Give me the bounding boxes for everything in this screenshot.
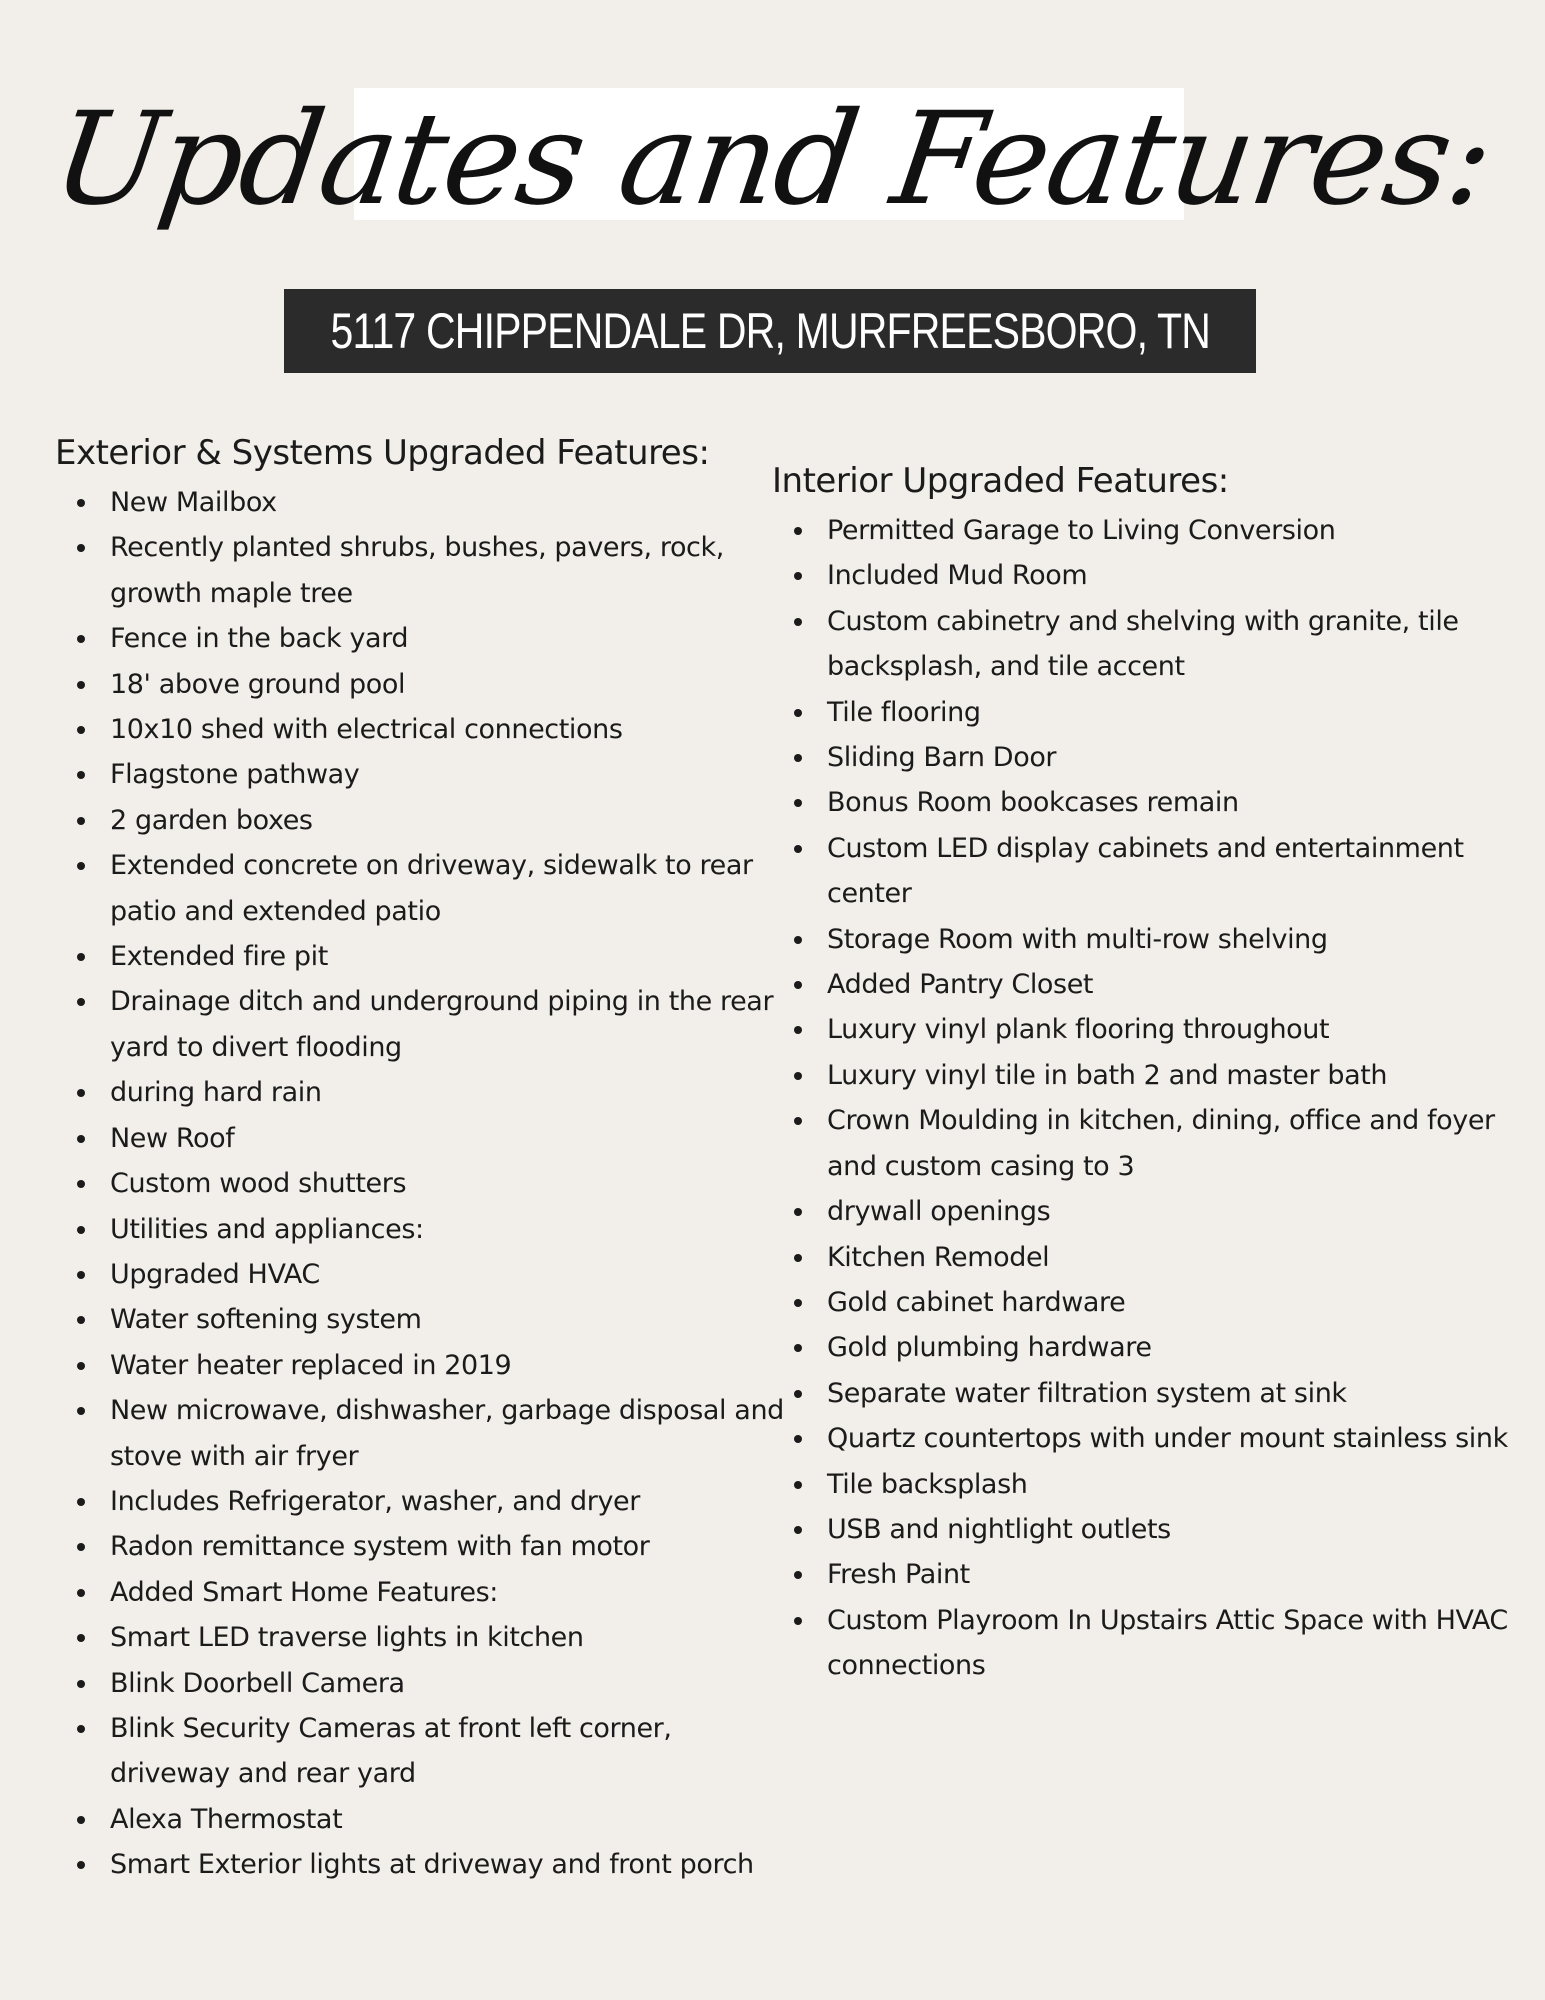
feature-list-item: during hard rain xyxy=(55,1070,795,1115)
exterior-features-section xyxy=(55,428,795,1888)
feature-list-item: Extended fire pit xyxy=(55,934,795,979)
feature-list-item: Added Smart Home Features: xyxy=(55,1570,795,1615)
feature-list-item: 18' above ground pool xyxy=(55,662,795,707)
feature-list-item: Sliding Barn Door xyxy=(772,735,1512,780)
feature-list-item: drywall openings xyxy=(772,1189,1512,1234)
feature-list-item: Alexa Thermostat xyxy=(55,1797,795,1842)
feature-list-item: Upgraded HVAC xyxy=(55,1252,795,1297)
feature-list-item: Custom Playroom In Upstairs Attic Space with HVAC connections xyxy=(772,1598,1512,1689)
feature-list-item: Flagstone pathway xyxy=(55,752,795,797)
feature-list-item: Utilities and appliances: xyxy=(55,1207,795,1252)
feature-list-item: Bonus Room bookcases remain xyxy=(772,780,1512,825)
feature-list-item: Fresh Paint xyxy=(772,1552,1512,1597)
feature-list-item: Crown Moulding in kitchen, dining, office and foyer and custom casing to 3 xyxy=(772,1098,1512,1189)
feature-list-item: New Mailbox xyxy=(55,480,795,525)
interior-features-heading: Interior Upgraded Features: xyxy=(772,461,1229,501)
feature-list-item: Extended concrete on driveway, sidewalk to rear patio and extended patio xyxy=(55,843,795,934)
feature-list-item: Included Mud Room xyxy=(772,553,1512,598)
feature-list-item: Kitchen Remodel xyxy=(772,1235,1512,1280)
property-address: 5117 CHIPPENDALE DR, MURFREESBORO, TN xyxy=(330,303,1210,359)
feature-list-item: Luxury vinyl plank flooring throughout xyxy=(772,1007,1512,1052)
address-banner xyxy=(284,289,1256,373)
feature-list-item: Permitted Garage to Living Conversion xyxy=(772,508,1512,553)
feature-list-item: Recently planted shrubs, bushes, pavers, rock, growth maple tree xyxy=(55,525,795,616)
feature-list-item: USB and nightlight outlets xyxy=(772,1507,1512,1552)
exterior-features-list xyxy=(55,480,795,1888)
feature-list-item: Fence in the back yard xyxy=(55,616,795,661)
feature-list-item: Gold plumbing hardware xyxy=(772,1325,1512,1370)
feature-list-item: Drainage ditch and underground piping in the rear yard to divert flooding xyxy=(55,979,795,1070)
feature-list-item: 10x10 shed with electrical connections xyxy=(55,707,795,752)
feature-list-item: Tile flooring xyxy=(772,690,1512,735)
feature-list-item: Separate water filtration system at sink xyxy=(772,1371,1512,1416)
interior-features-section xyxy=(772,456,1512,1689)
feature-list-item: Includes Refrigerator, washer, and dryer xyxy=(55,1479,795,1524)
interior-features-list xyxy=(772,508,1512,1689)
feature-list-item: New microwave, dishwasher, garbage disposal and stove with air fryer xyxy=(55,1388,795,1479)
feature-list-item: Water softening system xyxy=(55,1297,795,1342)
feature-list-item: New Roof xyxy=(55,1116,795,1161)
page-title: Updates and Features: xyxy=(44,85,1501,234)
feature-list-item: Custom LED display cabinets and entertainment center xyxy=(772,826,1512,917)
feature-list-item: Custom cabinetry and shelving with granite, tile backsplash, and tile accent xyxy=(772,599,1512,690)
feature-list-item: Gold cabinet hardware xyxy=(772,1280,1512,1325)
feature-list-item: Custom wood shutters xyxy=(55,1161,795,1206)
feature-list-item: Blink Security Cameras at front left corner, driveway and rear yard xyxy=(55,1706,795,1797)
feature-list-item: Smart Exterior lights at driveway and front porch xyxy=(55,1842,795,1887)
feature-list-item: Tile backsplash xyxy=(772,1462,1512,1507)
feature-list-item: Storage Room with multi-row shelving xyxy=(772,917,1512,962)
feature-list-item: Blink Doorbell Camera xyxy=(55,1661,795,1706)
feature-list-item: Quartz countertops with under mount stainless sink xyxy=(772,1416,1512,1461)
feature-list-item: Radon remittance system with fan motor xyxy=(55,1524,795,1569)
feature-list-item: 2 garden boxes xyxy=(55,798,795,843)
feature-list-item: Smart LED traverse lights in kitchen xyxy=(55,1615,795,1660)
feature-list-item: Luxury vinyl tile in bath 2 and master bath xyxy=(772,1053,1512,1098)
exterior-features-heading: Exterior & Systems Upgraded Features: xyxy=(55,433,710,473)
feature-list-item: Water heater replaced in 2019 xyxy=(55,1343,795,1388)
feature-list-item: Added Pantry Closet xyxy=(772,962,1512,1007)
